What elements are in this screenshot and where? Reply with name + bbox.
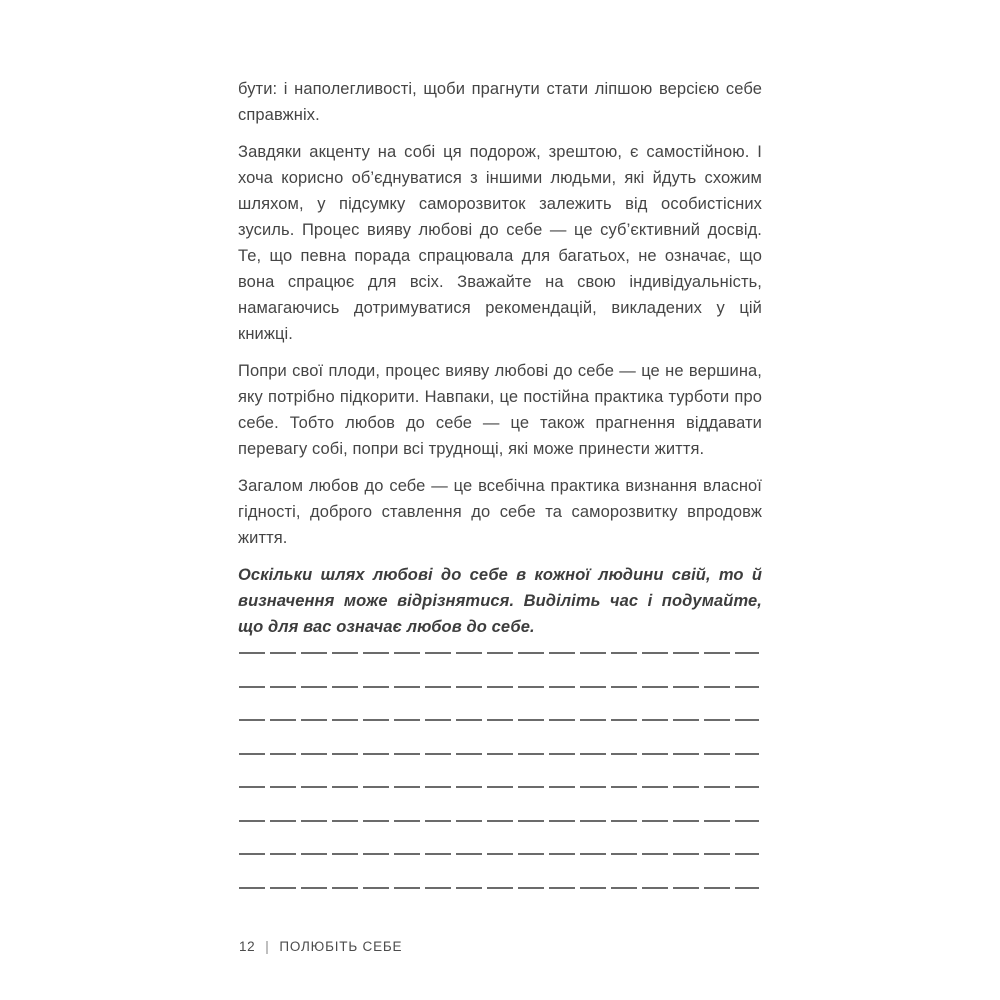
paragraph-continuation: бути: і наполегливості, щоби прагнути стати ліпшою версією себе справжніх. — [238, 80, 762, 124]
writing-line — [239, 686, 759, 688]
footer-separator: | — [265, 939, 270, 954]
writing-line — [239, 753, 759, 755]
paragraph: Попри свої плоди, процес вияву любові до себе — це не вершина, яку потрібно підкорити. Навпаки, це постійна практика турботи про себе. Тобто любов до себе — це також прагнення віддавати перевагу собі, попри всі труднощі, які може принести життя. — [238, 362, 762, 458]
writing-lines-area — [239, 652, 759, 920]
paragraph: Завдяки акценту на собі ця подорож, зрештою, є самостійною. І хоча корисно об’єднуватися з іншими людьми, які йдуть схожим шляхом, у підсумку саморозвиток залежить від особистісних зусиль. Процес вияву любові до себе — це суб’єктивний досвід. Те, що певна порада спрацювала для багатьох, не означає, що вона спрацює для всіх. Зважайте на свою індивідуальність, намагаючись дотримуватися рекомендацій, викладених у цій книжці. — [238, 143, 762, 343]
paragraph: Загалом любов до себе — це всебічна практика визнання власної гідності, доброго ставлення до себе та саморозвитку впродовж життя. — [238, 477, 762, 547]
paragraph-prompt-emphasis: Оскільки шлях любові до себе в кожної людини свій, то й визначення може відрізнятися. Виділіть час і подумайте, що для вас означає любов до себе. — [238, 566, 762, 636]
writing-line — [239, 719, 759, 721]
writing-line — [239, 652, 759, 654]
page-number: 12 — [239, 939, 256, 954]
book-title: ПОЛЮБІТЬ СЕБЕ — [279, 939, 403, 954]
writing-line — [239, 820, 759, 822]
writing-line — [239, 786, 759, 788]
page-footer — [239, 939, 402, 954]
body-text — [238, 76, 762, 651]
writing-line — [239, 853, 759, 855]
writing-line — [239, 887, 759, 889]
